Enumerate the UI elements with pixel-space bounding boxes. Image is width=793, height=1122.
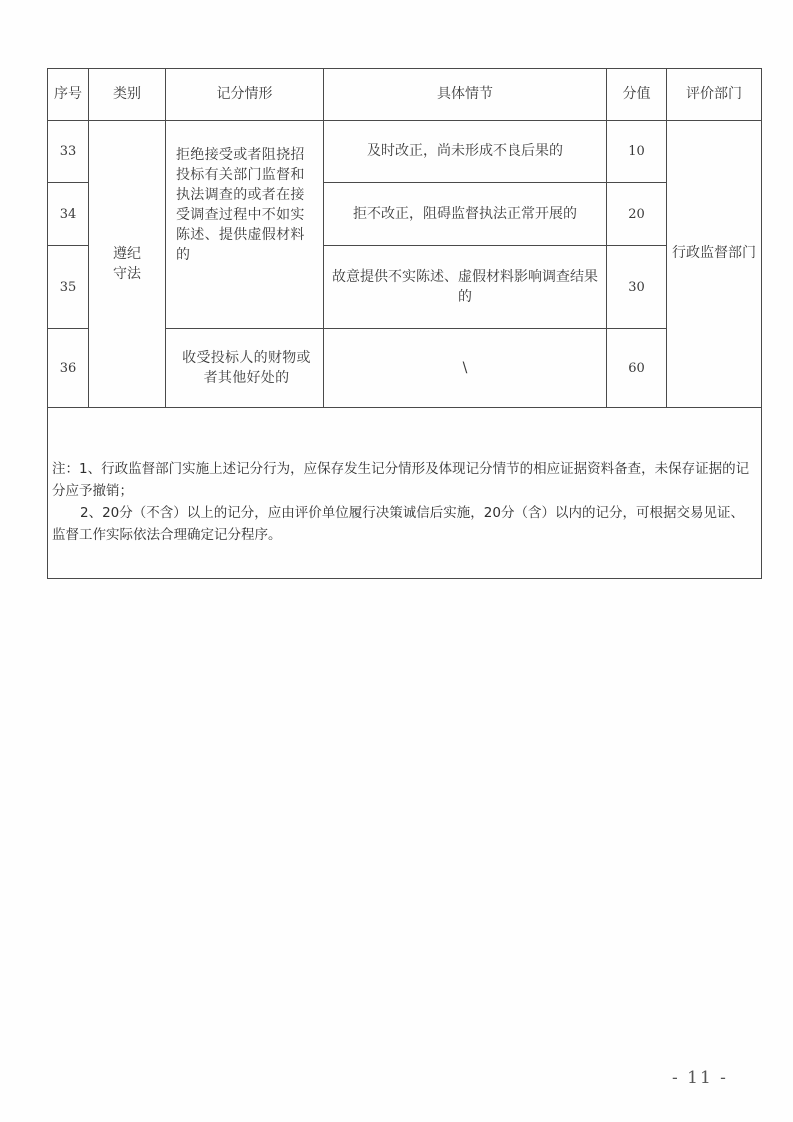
header-detail: 具体情节 xyxy=(324,69,607,121)
header-department: 评价部门 xyxy=(667,69,762,121)
row-score: 10 xyxy=(607,121,667,183)
note-line-2: 2、20分（不含）以上的记分，应由评价单位履行决策诚信后实施，20分（含）以内的记分，可根据交易见证、监督工作实际依法合理确定记分程序。 xyxy=(52,505,744,543)
situation-cell xyxy=(166,121,324,329)
page-number: - 11 - xyxy=(672,1068,728,1088)
row-seq: 36 xyxy=(48,329,89,408)
notes-cell xyxy=(48,408,762,579)
row-detail: \ xyxy=(324,329,607,408)
header-seq: 序号 xyxy=(48,69,89,121)
scoring-table xyxy=(47,68,762,579)
header-situation: 记分情形 xyxy=(166,69,324,121)
situation-text: 拒绝接受或者阻挠招投标有关部门监督和执法调查的或者在接受调查过程中不如实陈述、提供虚假材料的 xyxy=(176,146,305,263)
row-detail xyxy=(324,246,607,329)
notes-row xyxy=(48,408,762,579)
department-text: 行政监督部门 xyxy=(672,245,756,261)
situation-text: 收受投标人的财物或者其他好处的 xyxy=(182,350,311,386)
row-seq: 33 xyxy=(48,121,89,183)
row-detail-text: 故意提供不实陈述、虚假材料影响调查结果的 xyxy=(332,269,598,305)
table-header-row xyxy=(48,69,762,121)
row-score: 20 xyxy=(607,183,667,246)
header-category: 类别 xyxy=(89,69,166,121)
row-score: 60 xyxy=(607,329,667,408)
category-text: 遵纪守法 xyxy=(113,246,141,282)
row-detail: 拒不改正，阻碍监督执法正常开展的 xyxy=(324,183,607,246)
header-score: 分值 xyxy=(607,69,667,121)
row-detail: 及时改正，尚未形成不良后果的 xyxy=(324,121,607,183)
category-cell xyxy=(89,121,166,408)
table-row xyxy=(48,121,762,183)
department-cell xyxy=(667,121,762,408)
note-line-1: 注：1、行政监督部门实施上述记分行为，应保存发生记分情形及体现记分情节的相应证据资料备查，未保存证据的记分应予撤销； xyxy=(52,461,750,499)
row-seq: 34 xyxy=(48,183,89,246)
situation-cell xyxy=(166,329,324,408)
row-score: 30 xyxy=(607,246,667,329)
row-seq: 35 xyxy=(48,246,89,329)
